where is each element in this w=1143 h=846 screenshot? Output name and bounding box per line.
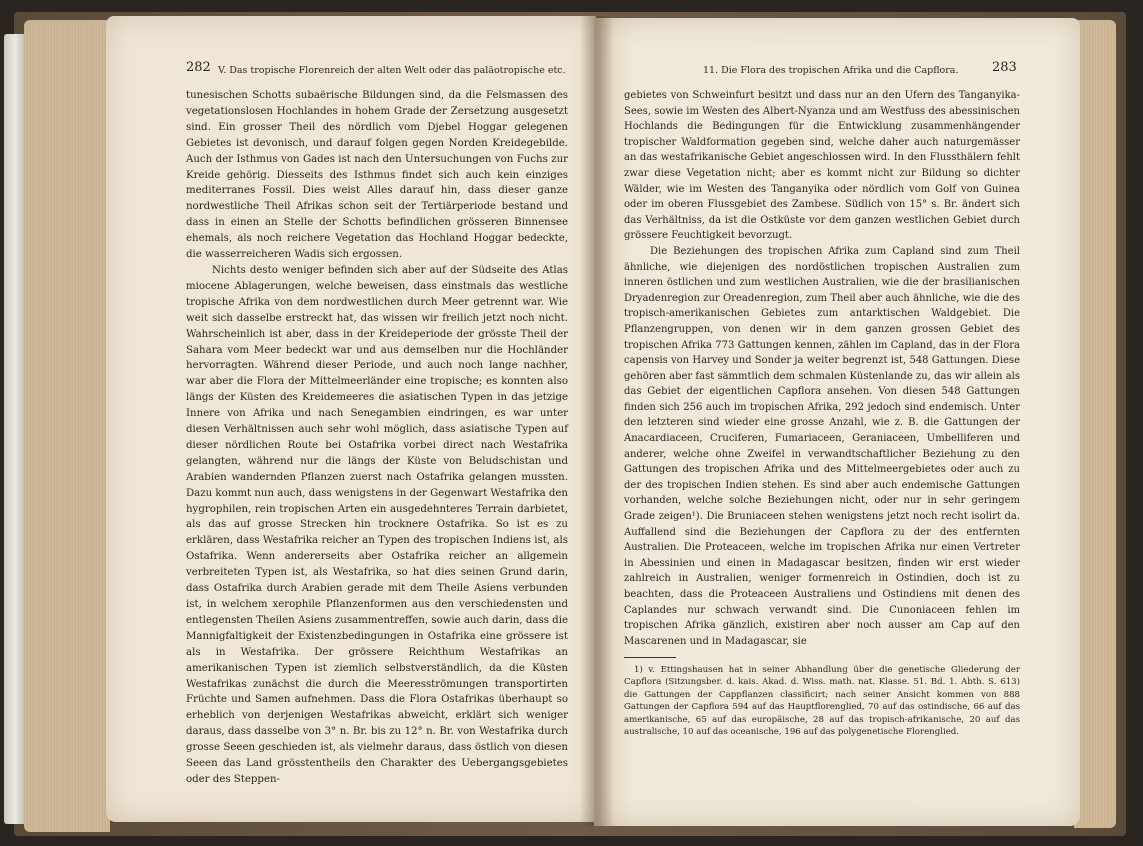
right-paragraph-1: gebietes von Schweinfurt besitzt und dass nur an den Ufern des Tanganyika-Sees, sowie im Westen des Albert-Nyanza und am Westfuss des abessinischen Hochlands die Bedingungen für die Entwicklung zusammenhängender tropischer Waldformation gegeben sind, welche daher auch naturgemässer an das westafrikanische Gebiet angeschlossen wird. In den Flussthälern fehlt zwar diese Vegetation nicht; aber es kommt nicht zur Bildung so dichter Wälder, wie im Westen des Tanganyika oder nördlich vom Golf von Guinea oder im oberen Flussgebiet des Zambese. Südlich von 15° s. Br. ändert sich das Verhältniss, da ist die Ostküste vor dem ganzen westlichen Gebiet durch grössere Feuchtigkeit bevorzugt. — [624, 90, 1020, 242]
footnote: 1) v. Ettingshausen hat in seiner Abhandlung über die genetische Gliederung der Capflora (Sitzungsber. d. kais. Akad. d. Wiss. math. nat. Klasse. 51. Bd. 1. Abth. S. 613) die Gattungen der Cappflanzen classificirt; nach seiner Ansicht kommen von 888 Gattungen der Capflora 594 auf das Hauptflorenglied, 70 auf das ostindische, 66 auf das amerikanische, 65 auf das europäische, 28 auf das tropisch-afrikanische, 20 auf das australische, 10 auf das oceanische, 196 auf das polygenetische Florenglied. — [624, 665, 1020, 738]
left-paragraph-2: Nichts desto weniger befinden sich aber auf der Südseite des Atlas miocene Ablagerungen, welche beweisen, dass einstmals das westliche tropische Afrika von dem nordwestlichen durch Meer getrennt war. Wie weit sich dasselbe erstreckt hat, das wissen wir freilich jetzt noch nicht. Wahrscheinlich ist aber, dass in der Kreideperiode der grösste Theil der Sahara vom Meer bedeckt war und aus demselben nur die Hochländer hervorragten. Während dieser Periode, und auch noch lange nachher, war aber die Flora der Mittelmeerländer eine tropische; es konnten also längs der Küsten des Kreidemeeres die asiatischen Typen in das jetzige Innere von Afrika und nach Senegambien eindringen, es war unter diesen Verhältnissen auch sehr wohl möglich, dass asiatische Typen auf dieser nördlichen Route bei Ostafrika vorbei direct nach Westafrika gelangten, während nur die längs der Küste von Beludschistan und Arabien wandernden Pflanzen zuerst nach Ostafrika gelangen mussten. Dazu kommt nun auch, dass wenigstens in der Gegenwart Westafrika den hygrophilen, rein tropischen Arten ein ausgedehnteres Terrain darbietet, als das auf grosse Strecken hin trocknere Ostafrika. So ist es zu erklären, dass Westafrika reicher an Typen des tropischen Indiens ist, als Ostafrika. Wenn andererseits aber Ostafrika reicher an allgemein verbreiteten Typen ist, als Westafrika, so hat dies seinen Grund darin, dass Ostafrika durch Arabien gerade mit dem Theile Asiens verbunden ist, in welchem xerophile Pflanzenformen aus den verschiedensten und entlegensten Theilen Asiens zusammentreffen, sowie auch darin, dass die Mannigfaltigkeit der Existenzbedingungen in Ostafrika eine grössere ist als in Westafrika. Der grössere Reichthum Westafrikas an amerikanischen Typen ist ziemlich selbstverständlich, da die Küsten Westafrikas zunächst die durch die Meeresströmungen transportirten Früchte und Samen aufnehmen. Dass die Flora Ostafrikas überhaupt so erheblich von derjenigen Westafrikas abweicht, erklärt sich weniger daraus, dass dasselbe von 3° n. Br. bis zu 12° n. Br. von Westafrika durch grosse Seeen geschieden ist, als vielmehr daraus, dass östlich von diesen Seeen das Land grösstentheils den Charakter des Uebergangsgebietes oder des Steppen- — [186, 264, 568, 785]
right-page-stack — [1074, 20, 1116, 828]
left-running-head: V. Das tropische Florenreich der alten Welt oder das paläotropische etc. — [218, 65, 566, 76]
right-body-text — [624, 88, 1020, 649]
page-clip — [4, 34, 26, 824]
left-page-stack — [24, 20, 110, 832]
right-page-number: 283 — [992, 60, 1017, 75]
left-paragraph-1: tunesischen Schotts subaërische Bildungen sind, da die Felsmassen des vegetationslosen Hochlandes in hohem Grade der Zersetzung ausgesetzt sind. Ein grosser Theil des nördlich vom Djebel Hoggar gelegenen Gebietes ist devonisch, und darauf folgen gegen Norden Kreidegebilde. Auch der Isthmus von Gades ist nach den Untersuchungen von Fuchs zur Kreide gehörig. Diesseits des Isthmus findet sich auch kein einziges mediterranes Fossil. Dies weist Alles darauf hin, dass dieser ganze nordwestliche Theil Afrikas schon seit der Tertiärperiode bestand und dass in einen an Stelle der Schotts befindlichen grösseren Binnensee ehemals, als noch reichere Vegetation das Hochland Hoggar bedeckte, die wasserreicheren Wadis sich ergossen. — [186, 90, 568, 261]
left-page-number: 282 — [186, 60, 211, 75]
right-paragraph-2: Die Beziehungen des tropischen Afrika zum Capland sind zum Theil ähnliche, wie diejenigen des nordöstlichen tropischen Australien zum inneren östlichen und zum westlichen Australien, wie die der brasilianischen Dryadenregion zur Oreadenregion, zum Theil aber auch ähnliche, wie die des tropisch-amerikanischen Gebietes zum antarktischen Waldgebiet. Die Pflanzengruppen, von denen wir in dem ganzen grossen Gebiet des tropischen Afrika 773 Gattungen kennen, zählen im Capland, das in der Flora capensis von Harvey und Sonder ja weiter begrenzt ist, 548 Gattungen. Diese gehören aber fast sämmtlich dem schmalen Küstenlande zu, das wir allein als das Gebiet der eigentlichen Capflora ansehen. Von diesen 548 Gattungen finden sich 256 auch im tropischen Afrika, 292 jedoch sind endemisch. Unter den letzteren sind wieder eine grosse Anzahl, wie z. B. die Gattungen der Anacardiaceen, Cruciferen, Fumariaceen, Geraniaceen, Umbelliferen und anderer, welche ohne Zweifel in verwandtschaftlicher Beziehung zu den Gattungen des tropischen Afrika und des Mittelmeergebietes oder auch zu der des tropischen Indien stehen. Es sind aber auch endemische Gattungen vorhanden, welche solche Beziehungen nicht, oder nur in sehr geringem Grade zeigen¹). Die Bruniaceen stehen wenigstens jetzt noch recht isolirt da. Auffallend sind die Beziehungen der Capflora zu der des entfernten Australien. Die Proteaceen, welche im tropischen Afrika nur einen Vertreter in Abessinien und einen in Madagascar besitzen, finden wir erst wieder zahlreich in Australien, weniger formenreich in Ostindien, doch ist zu beachten, dass die Proteaceen Australiens und Ostindiens mit denen des Caplandes nur schwach verwandt sind. Die Cunoniaceen fehlen im tropischen Afrika gänzlich, existiren aber noch ausser am Cap auf den Mascarenen und in Madagascar, sie — [624, 245, 1020, 647]
footnote-rule — [624, 657, 676, 658]
book-gutter — [580, 16, 614, 826]
right-running-head: 11. Die Flora des tropischen Afrika und die Capflora. — [703, 65, 959, 76]
left-body-text — [186, 88, 568, 788]
